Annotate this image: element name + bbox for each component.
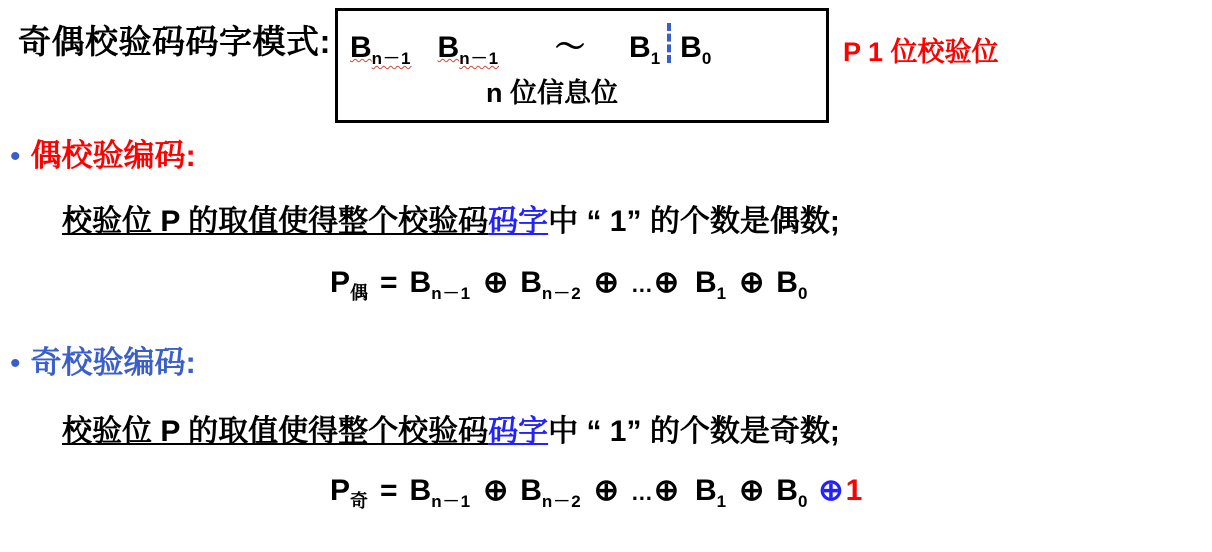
formula-odd-xor-1: ⊕ [483, 474, 509, 507]
codeword-box [335, 8, 829, 123]
section-odd-statement [62, 406, 840, 450]
statement-even-post: 中 “ 1” 的个数是偶数; [548, 205, 840, 238]
formula-odd-xor-4: ⊕ [739, 474, 765, 507]
formula-even-equals: = [380, 266, 398, 299]
codeword-term-3: $B_1$ [629, 31, 662, 68]
formula-odd-term-1: $B_{n-1}$ [409, 474, 472, 511]
formula-even-xor-4: ⊕ [739, 266, 765, 299]
statement-even-highlight: 码字 [488, 205, 549, 238]
codeword-term-2: $B_{n-1}$ [437, 31, 500, 68]
formula-odd-term-2: $B_{n-2}$ [520, 474, 582, 511]
bullet-icon: • [10, 140, 21, 173]
formula-odd-ellipsis: … [630, 480, 654, 505]
formula-even-term-3: $B_1$ [695, 266, 728, 303]
formula-even-lhs: $P_偶$ [330, 266, 369, 303]
formula-even-ellipsis: … [630, 272, 654, 297]
formula-even-term-1: $B_{n-1}$ [409, 266, 472, 303]
formula-odd-lhs: $P_奇$ [330, 474, 369, 511]
statement-even-pre: 校验位 P 的取值使得整个校验码 [62, 205, 489, 238]
formula-even-parity [330, 265, 808, 305]
formula-odd-tail-xor: ⊕ [818, 474, 844, 507]
formula-even-term-2: $B_{n-2}$ [520, 266, 582, 303]
codeword-pattern-label: 奇偶校验码码字模式: [18, 23, 331, 60]
section-odd-title: 奇校验编码: [30, 345, 196, 380]
section-odd-header [10, 337, 196, 382]
formula-even-xor-1: ⊕ [483, 266, 509, 299]
statement-odd-pre: 校验位 P 的取值使得整个校验码 [62, 415, 489, 448]
statement-odd-post: 中 “ 1” 的个数是奇数; [548, 415, 840, 448]
formula-even-xor-2: ⊕ [593, 266, 619, 299]
formula-odd-xor-3: ⊕ [653, 474, 679, 507]
codeword-term-1: $B_{n-1}$ [350, 31, 412, 68]
codeword-pattern-row [18, 8, 999, 123]
formula-odd-xor-2: ⊕ [593, 474, 619, 507]
parity-bit-note: P 1 位校验位 [843, 37, 999, 67]
parity-divider-icon [667, 23, 671, 63]
formula-odd-term-4: $B_0$ [776, 474, 809, 511]
range-tilde: ～ [555, 31, 586, 64]
formula-odd-equals: = [380, 474, 398, 507]
formula-odd-tail-one: 1 [845, 474, 863, 507]
bullet-icon: • [10, 347, 21, 380]
codeword-bits-line [350, 17, 814, 69]
formula-even-term-4: $B_0$ [776, 266, 809, 303]
section-even-header [10, 130, 196, 175]
section-even-statement [62, 196, 840, 240]
section-even-title: 偶校验编码: [30, 138, 196, 173]
formula-even-xor-3: ⊕ [653, 266, 679, 299]
info-bits-caption: n 位信息位 [486, 78, 618, 108]
formula-odd-term-3: $B_1$ [695, 474, 728, 511]
formula-odd-parity [330, 473, 862, 513]
statement-odd-highlight: 码字 [488, 415, 549, 448]
codeword-term-4: $B_0$ [680, 31, 713, 68]
